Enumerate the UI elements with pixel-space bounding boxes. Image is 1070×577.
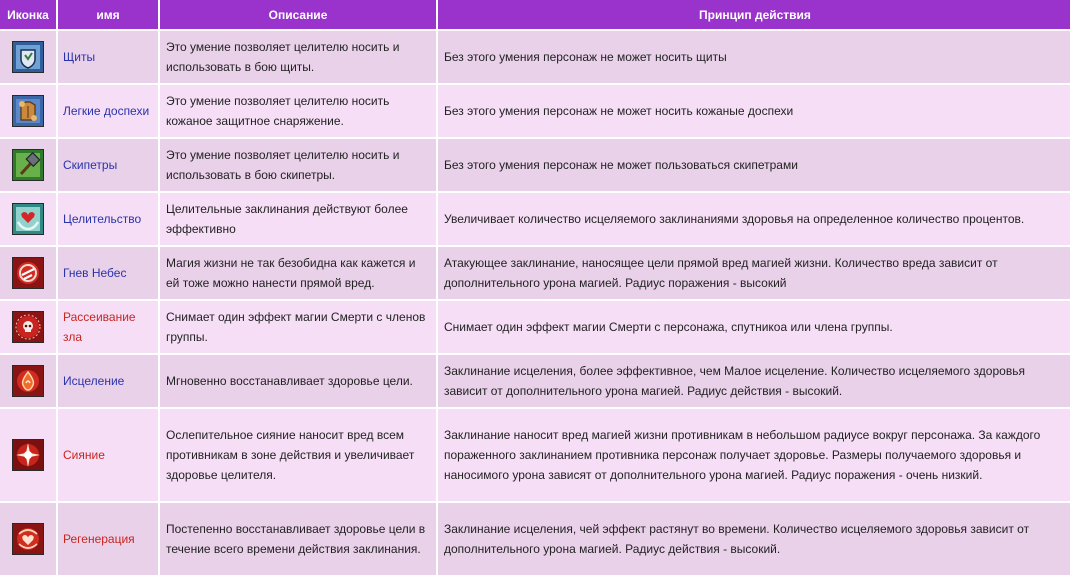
table-row: [0, 301, 1070, 353]
skill-principle: Атакующее заклинание, наносящее цели прямой вред магией жизни. Количество вреда зависит от дополнительного урона магией. Радиус поражения - высокий: [438, 247, 1070, 299]
skill-name-link[interactable]: Сияние: [63, 448, 105, 462]
skill-name-link[interactable]: Исцеление: [63, 374, 125, 388]
skill-principle: Без этого умения персонаж не может носить щиты: [438, 31, 1070, 83]
heart-hands-icon: [12, 203, 44, 235]
skill-name-link[interactable]: Скипетры: [63, 158, 118, 172]
header-principle: Принцип действия: [438, 0, 1070, 29]
skill-description: Постепенно восстанавливает здоровье цели в течение всего времени действия заклинания.: [160, 503, 436, 575]
skill-description: Магия жизни не так безобидна как кажется и ей тоже можно нанести прямой вред.: [160, 247, 436, 299]
table-row: [0, 85, 1070, 137]
header-name: имя: [58, 0, 158, 29]
skill-description: Мгновенно восстанавливает здоровье цели.: [160, 355, 436, 407]
skill-name-link[interactable]: Щиты: [63, 50, 96, 64]
skill-description: Целительные заклинания действуют более эффективно: [160, 193, 436, 245]
scepter-icon: [12, 149, 44, 181]
healing-drop-icon: [12, 365, 44, 397]
skill-principle: Заклинание исцеления, чей эффект растянут во времени. Количество исцеляемого здоровья зависит от дополнительного урона магией. Радиус действия - высокий.: [438, 503, 1070, 575]
skill-principle: Без этого умения персонаж не может пользоваться скипетрами: [438, 139, 1070, 191]
skill-principle: Увеличивает количество исцеляемого заклинаниями здоровья на определенное количество процентов.: [438, 193, 1070, 245]
table-row: [0, 247, 1070, 299]
skill-name-link[interactable]: Целительство: [63, 212, 142, 226]
skill-principle: Заклинание наносит вред магией жизни противникам в небольшом радиусе вокруг персонажа. За каждого пораженного заклинанием противника персонаж получает здоровье. Размеры получаемого здоровья и наносимого урона зависят от дополнительного урона магией. Радиус поражения - очень низкий.: [438, 409, 1070, 501]
leather-armor-icon: [12, 95, 44, 127]
header-icon: Иконка: [0, 0, 56, 29]
skill-description: Это умение позволяет целителю носить и использовать в бою щиты.: [160, 31, 436, 83]
skill-name-link[interactable]: Рассеивание зла: [63, 310, 136, 344]
skill-description: Снимает один эффект магии Смерти с членов группы.: [160, 301, 436, 353]
table-row: [0, 355, 1070, 407]
header-description: Описание: [160, 0, 436, 29]
skill-name-link[interactable]: Легкие доспехи: [63, 104, 150, 118]
skill-principle: Заклинание исцеления, более эффективное, чем Малое исцеление. Количество исцеляемого здоровья зависит от дополнительного урона магией. Радиус действия - высокий.: [438, 355, 1070, 407]
regeneration-icon: [12, 523, 44, 555]
heaven-wrath-icon: [12, 257, 44, 289]
skill-description: Это умение позволяет целителю носить кожаное защитное снаряжение.: [160, 85, 436, 137]
table-row: [0, 503, 1070, 575]
table-row: [0, 139, 1070, 191]
shield-icon: [12, 41, 44, 73]
skill-principle: Снимает один эффект магии Смерти с персонажа, спутникоа или члена группы.: [438, 301, 1070, 353]
table-row: [0, 31, 1070, 83]
skull-dispel-icon: [12, 311, 44, 343]
table-row: [0, 409, 1070, 501]
skill-name-link[interactable]: Гнев Небес: [63, 266, 127, 280]
radiance-icon: [12, 439, 44, 471]
table-header-row: [0, 0, 1070, 29]
skill-name-link[interactable]: Регенерация: [63, 532, 135, 546]
skill-principle: Без этого умения персонаж не может носить кожаные доспехи: [438, 85, 1070, 137]
table-row: [0, 193, 1070, 245]
skill-description: Ослепительное сияние наносит вред всем противникам в зоне действия и увеличивает здоровье целителя.: [160, 409, 436, 501]
skill-description: Это умение позволяет целителю носить и использовать в бою скипетры.: [160, 139, 436, 191]
